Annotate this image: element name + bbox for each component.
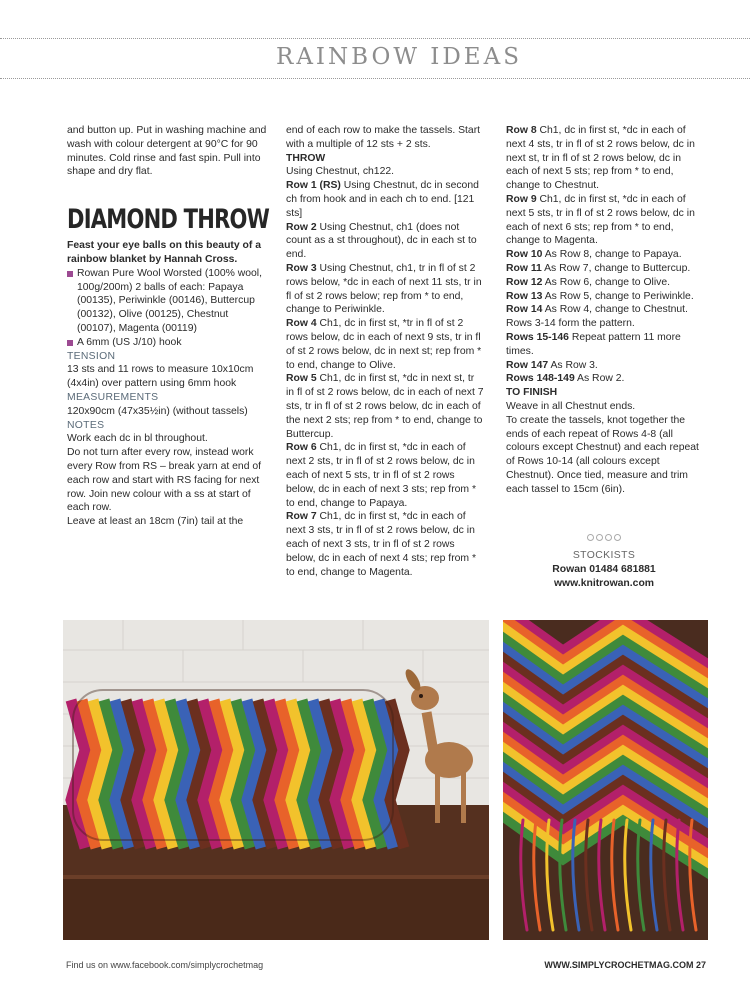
row-text: As Row 3. — [548, 359, 598, 371]
row-text: Ch1, dc in first st, *dc in next st, tr in fl of st 2 rows below, dc in each of next 7 sts, tr in fl of st 2 rows below, dc in each of the next 2 sts; rep from * to end, change to Buttercup. — [286, 373, 484, 440]
row-label: Row 6 — [286, 442, 317, 454]
pattern-row — [286, 510, 484, 579]
tension-text: 13 sts and 11 rows to measure 10x10cm (4x4in) over pattern using 6mm hook — [67, 364, 254, 390]
pattern-row — [506, 372, 702, 386]
row-label: Rows 148-149 — [506, 373, 575, 385]
decorative-loops-icon — [506, 534, 702, 541]
materials-item: Rowan Pure Wool Worsted (100% wool, 100g/200m) 2 balls of each: Papaya (00135), Periwinkle (00146), Buttercup (00132), Olive (00125), Chestnut (00107), Magenta (00119) — [67, 267, 267, 336]
measurements-text: 120x90cm (47x35½in) (without tassels) — [67, 405, 248, 417]
rolled-blanket-photo — [63, 620, 489, 940]
column-2 — [286, 124, 484, 579]
stockists-website: www.knitrowan.com — [553, 578, 655, 589]
row-label: Row 3 — [286, 262, 317, 274]
pattern-row — [286, 372, 484, 441]
pattern-row — [506, 303, 702, 317]
finish-text: To create the tassels, knot together the ends of each repeat of Rows 4-8 (all colours except Chestnut) and each repeat of Rows 10-14 (all colours except Chestnut). Once tied, measure and trim each tassel to 15cm (6in). — [506, 414, 699, 495]
tassel-closeup-photo-icon — [503, 620, 708, 940]
standfirst: Feast your eye balls on this beauty of a rainbow blanket by Hannah Cross. — [67, 240, 262, 265]
notes-text: Leave at least an 18cm (7in) tail at the — [67, 516, 244, 528]
column-1 — [67, 124, 270, 529]
row-label: Row 13 — [506, 290, 543, 302]
row-label: Row 10 — [506, 249, 543, 261]
row-label: Row 9 — [506, 193, 537, 205]
row-label: Row 8 — [506, 125, 537, 136]
row-label: Rows 15-146 — [506, 331, 569, 343]
pattern-row — [506, 248, 702, 262]
footer-facebook: Find us on www.facebook.com/simplycrochetmag — [66, 960, 264, 970]
row-label: Row 14 — [506, 304, 543, 316]
measurements-heading: MEASUREMENTS — [67, 391, 159, 403]
finish-text: Weave in all Chestnut ends. — [506, 400, 636, 412]
row-label: Row 1 (RS) — [286, 180, 341, 192]
row-text: As Row 2. — [574, 373, 625, 385]
row-label: Row 4 — [286, 318, 317, 330]
finish-heading: TO FINISH — [506, 387, 558, 399]
header-rule-top — [0, 38, 750, 39]
pattern-row — [506, 359, 702, 373]
row-text: As Row 8, change to Papaya. — [542, 249, 682, 261]
stockists-heading: STOCKISTS — [572, 550, 636, 561]
pattern-row — [506, 331, 702, 359]
stockists-box — [506, 534, 702, 591]
pattern-row — [286, 262, 484, 317]
section-title: RAINBOW IDEAS — [276, 44, 522, 70]
pattern-title: DIAMOND THROW — [67, 204, 270, 236]
materials-item: A 6mm (US J/10) hook — [67, 336, 267, 350]
throw-start: Using Chestnut, ch122. — [286, 166, 395, 178]
notes-text: Do not turn after every row, instead work every Row from RS – break yarn at end of each row and start with RS facing for next row. Join new colour with a ss at start of each row. — [67, 447, 262, 514]
tension-heading: TENSION — [67, 350, 116, 362]
row-label: Row 5 — [286, 373, 317, 385]
pattern-row — [286, 441, 484, 510]
pattern-row — [506, 290, 702, 304]
pattern-row — [506, 276, 702, 290]
row-label: Row 7 — [286, 511, 317, 523]
row-text: Using Chestnut, dc in second ch from hook and in each ch to end. [121 sts] — [286, 180, 479, 219]
row-text: Ch1, dc in first st, *tr in fl of st 2 rows below, dc in each of next 9 sts, tr in fl of st 2 rows below, dc in next st; rep from * to end, change to Olive. — [286, 318, 482, 371]
row-text: Using Chestnut, ch1, tr in fl of st 2 rows below, *dc in each of next 11 sts, tr in fl of st 2 rows below; rep from * to end, change to Periwinkle. — [286, 262, 482, 316]
row-text: As Row 5, change to Periwinkle. — [542, 290, 694, 302]
pattern-row — [506, 262, 702, 276]
row-text: As Row 7, change to Buttercup. — [541, 262, 691, 274]
tassel-closeup-photo — [503, 620, 708, 940]
intro-text: and button up. Put in washing machine and wash with colour detergent at 90°C for 90 minutes. Cold rinse and fast spin. Pull into shape and dry flat. — [67, 125, 267, 178]
row-label: Row 2 — [286, 221, 317, 233]
form-pattern-text: Rows 3-14 form the pattern. — [506, 318, 635, 330]
stockists-phone: Rowan 01484 681881 — [552, 564, 656, 575]
pattern-row — [506, 193, 702, 248]
row-text: Using Chestnut, ch1 (does not count as a st throughout), dc in each st to end. — [286, 221, 477, 261]
throw-heading: THROW — [286, 152, 326, 164]
notes-heading: NOTES — [67, 419, 105, 431]
row-label: Row 147 — [506, 359, 549, 371]
row-text: Ch1, dc in first st, *dc in each of next 2 sts, tr in fl of st 2 rows below, dc in each of next 5 sts, tr in fl of st 2 rows below, dc in each of next 3 sts; rep from * to end, change to Papaya. — [286, 442, 477, 509]
row-text: As Row 6, change to Olive. — [542, 276, 671, 288]
row-text: Ch1, dc in first st, *dc in each of next 4 sts, tr in fl of st 2 rows below, dc in next st, tr in fl of st 2 rows below, dc in each of next 5 sts; rep from * to end, change to Chestnut. — [506, 125, 695, 192]
header-rule-bottom — [0, 78, 750, 79]
notes-text: Work each dc in bl throughout. — [67, 433, 208, 445]
row-text: Repeat pattern 11 more times. — [506, 331, 681, 357]
column-3 — [506, 124, 702, 497]
pattern-row — [286, 179, 484, 220]
row-label: Row 11 — [506, 262, 542, 274]
row-text: Ch1, dc in first st, *dc in each of next 3 sts, tr in fl of st 2 rows below, dc in each of next 3 sts, tr in fl of st 2 rows below, dc in each of next 4 sts; rep from * to end, change to Magenta. — [286, 511, 477, 578]
row-label: Row 12 — [506, 276, 543, 288]
row-text: Ch1, dc in first st, *dc in each of next 5 sts, tr in fl of st 2 rows below, dc in each of next 6 sts; rep from * to end, change to Magenta. — [506, 193, 695, 247]
intro-text: end of each row to make the tassels. Start with a multiple of 12 sts + 2 sts. — [286, 125, 481, 150]
row-text: As Row 4, change to Chestnut. — [542, 304, 688, 316]
pattern-row — [286, 221, 484, 262]
pattern-row — [506, 124, 702, 193]
pattern-row — [286, 317, 484, 372]
rolled-blanket-photo-icon — [63, 620, 489, 940]
footer-website-page: WWW.SIMPLYCROCHETMAG.COM 27 — [544, 960, 706, 970]
materials-list — [67, 267, 267, 350]
